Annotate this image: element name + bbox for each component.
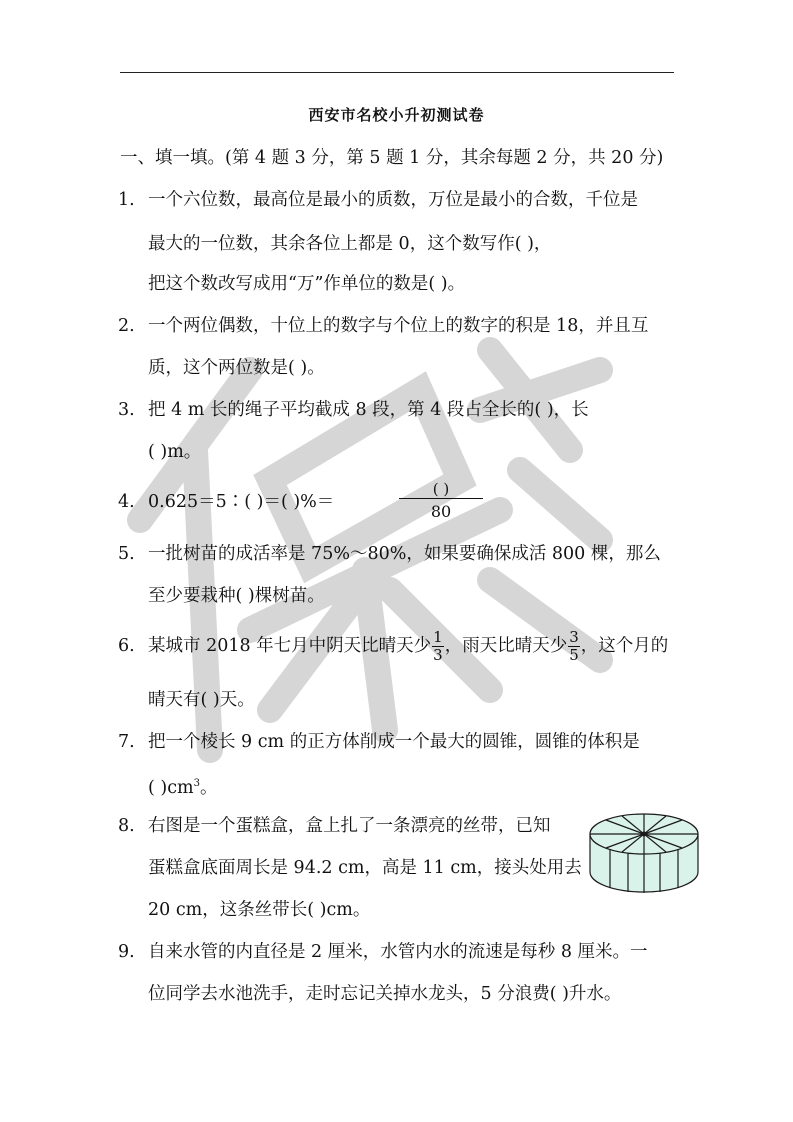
question-number: 5. [118,544,135,564]
q7-line1: 把一个棱长 9 cm 的正方体削成一个最大的圆锥，圆锥的体积是 [148,732,640,752]
q2-line2: 质，这个两位数是( )。 [148,358,325,378]
question-number: 3. [118,400,135,420]
question-number: 2. [118,316,135,336]
q7-line2 [148,772,218,800]
q4-fraction-denominator: 80 [430,502,452,521]
q7-line2-end: 。 [200,777,218,798]
q8-line2: 蛋糕盒底面周长是 94.2 cm，高是 11 cm，接头处用去 [148,858,582,878]
q1-line2: 最大的一位数，其余各位上都是 0，这个数写作( )， [148,234,552,254]
q6-line1 [148,622,668,670]
page-title: 西安市名校小升初测试卷 [308,106,485,124]
q6-text-a: 某城市 2018 年七月中阴天比晴天少 [148,636,432,656]
q4-fraction-numerator: ( ) [399,480,483,499]
q8-line1: 右图是一个蛋糕盒，盒上扎了一条漂亮的丝带，已知 [148,816,551,836]
q3-line2: ( )m。 [148,442,202,462]
q6-text-c: ，这个月的 [580,636,669,656]
q4-line1: 0.625＝5∶( )＝( )%＝ [148,492,335,512]
q6-fraction-1-numerator: 1 [433,628,443,646]
q1-line3: 把这个数改写成用“万”作单位的数是( )。 [148,274,466,294]
q6-fraction-1 [432,629,444,664]
header-rule [120,72,674,73]
q9-line1: 自来水管的内直径是 2 厘米，水管内水的流速是每秒 8 厘米。一 [148,942,648,962]
question-number: 9. [118,942,135,962]
question-number: 4. [118,492,135,512]
section-heading: 一、填一填。(第 4 题 3 分，第 5 题 1 分，其余每题 2 分，共 20 分) [120,148,664,168]
q5-line2: 至少要栽种( )棵树苗。 [148,586,325,606]
question-number: 6. [118,636,135,656]
q2-line1: 一个两位偶数，十位上的数字与个位上的数字的积是 18，并且互 [148,316,649,336]
question-number: 8. [118,816,135,836]
q7-line2-text: ( )cm [148,777,194,798]
cake-box-illustration [588,812,700,896]
question-number: 7. [118,732,135,752]
q4-fraction [399,480,483,525]
q6-fraction-2-denominator: 5 [569,646,579,664]
q6-fraction-1-denominator: 3 [433,646,443,664]
q6-fraction-2 [568,629,580,664]
q3-line1: 把 4 m 长的绳子平均截成 8 段，第 4 段占全长的( )，长 [148,400,589,420]
q6-fraction-2-numerator: 3 [569,628,579,646]
q6-line2: 晴天有( )天。 [148,690,255,710]
q1-line1: 一个六位数，最高位是最小的质数，万位是最小的合数，千位是 [148,190,638,210]
q8-line3: 20 cm，这条丝带长( )cm。 [148,900,371,920]
q9-line2: 位同学去水池洗手，走时忘记关掉水龙头，5 分浪费( )升水。 [148,984,622,1004]
q5-line1: 一批树苗的成活率是 75%～80%，如果要确保成活 800 棵，那么 [148,544,661,564]
q7-superscript: 3 [193,778,200,789]
q6-text-b: ，雨天比晴天少 [444,636,568,656]
question-number: 1. [118,190,135,210]
